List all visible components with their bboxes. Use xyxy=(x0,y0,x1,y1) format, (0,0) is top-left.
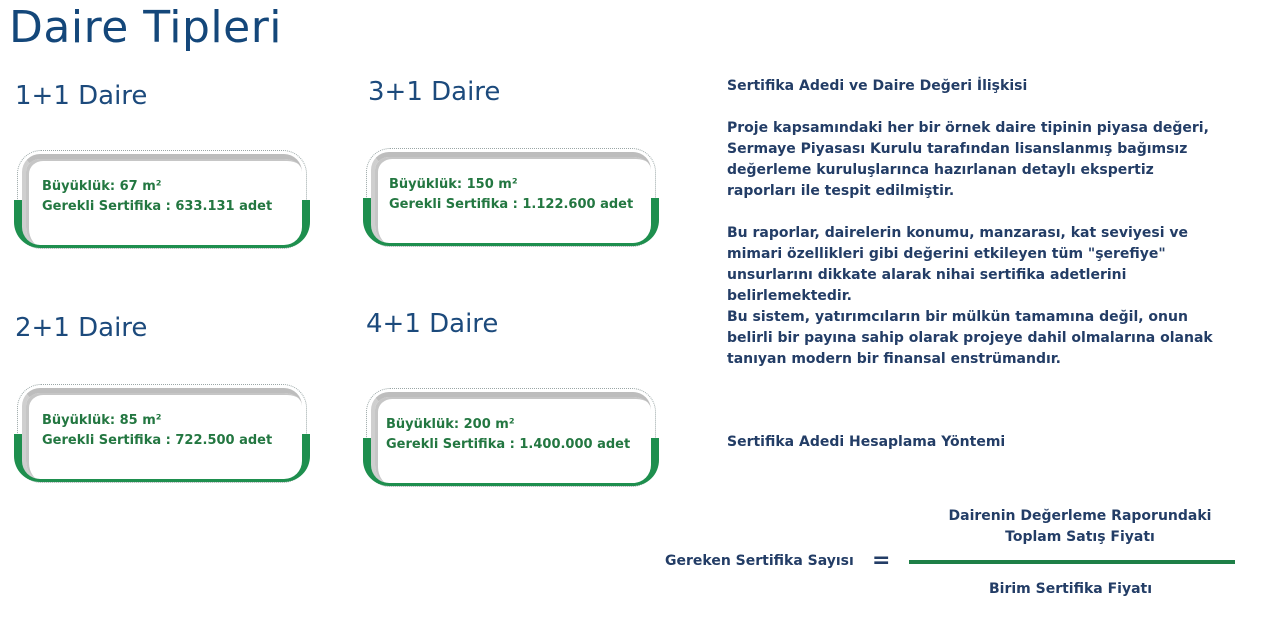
info-paragraph-1: Proje kapsamındaki her bir örnek daire tipinin piyasa değeri, Sermaye Piyasası Kurulu tarafından lisanslanmış bağımsız değerleme kuruluşlarınca hazırlanan detaylı ekspertiz raporları ile tespit edilmiştir. xyxy=(727,120,1209,199)
info-paragraph-3: Bu sistem, yatırımcıların bir mülkün tamamına değil, onun belirli bir payına sahip olarak projeye dahil olmalarına olanak tanıyan modern bir finansal enstrümandır. xyxy=(727,309,1213,367)
card-info xyxy=(42,411,272,451)
apartment-size: Büyüklük: 150 m² xyxy=(389,177,518,192)
apartment-certificates: Gerekli Sertifika : 1.122.600 adet xyxy=(389,197,634,212)
apartment-certificates: Gerekli Sertifika : 722.500 adet xyxy=(42,433,273,448)
apartment-size: Büyüklük: 67 m² xyxy=(42,179,162,194)
method-heading: Sertifika Adedi Hesaplama Yöntemi xyxy=(727,434,1006,450)
numerator-line-1: Dairenin Değerleme Raporundaki xyxy=(948,508,1212,524)
apartment-card-4plus1 xyxy=(363,388,659,491)
info-heading: Sertifika Adedi ve Daire Değeri İlişkisi xyxy=(727,78,1028,94)
apartment-heading-4plus1: 4+1 Daire xyxy=(366,309,499,339)
equals-sign: = xyxy=(872,548,891,573)
apartment-heading-2plus1: 2+1 Daire xyxy=(15,313,148,343)
apartment-card-2plus1 xyxy=(14,384,310,487)
formula-label: Gereken Sertifika Sayısı xyxy=(665,553,854,569)
apartment-certificates: Gerekli Sertifika : 1.400.000 adet xyxy=(386,437,631,452)
apartment-size: Büyüklük: 85 m² xyxy=(42,413,162,428)
info-paragraph-2: Bu raporlar, dairelerin konumu, manzarası, kat seviyesi ve mimari özellikleri gibi değerini etkileyen tüm "şerefiye" unsurlarını dikkate alarak nihai sertifika adetlerini belirlemektedir. xyxy=(727,225,1189,304)
apartment-certificates: Gerekli Sertifika : 633.131 adet xyxy=(42,199,273,214)
apartment-heading-1plus1: 1+1 Daire xyxy=(15,81,148,111)
apartment-card-3plus1 xyxy=(363,148,659,251)
apartment-heading-3plus1: 3+1 Daire xyxy=(368,77,501,107)
formula-numerator xyxy=(912,506,1248,548)
card-info xyxy=(42,177,272,217)
apartment-size: Büyüklük: 200 m² xyxy=(386,417,515,432)
card-info xyxy=(386,415,630,455)
formula-denominator: Birim Sertifika Fiyatı xyxy=(989,581,1153,597)
fraction-line xyxy=(909,560,1235,564)
apartment-card-1plus1 xyxy=(14,150,310,253)
card-info xyxy=(389,175,633,215)
page-title: Daire Tipleri xyxy=(9,2,283,53)
numerator-line-2: Toplam Satış Fiyatı xyxy=(1005,529,1155,545)
